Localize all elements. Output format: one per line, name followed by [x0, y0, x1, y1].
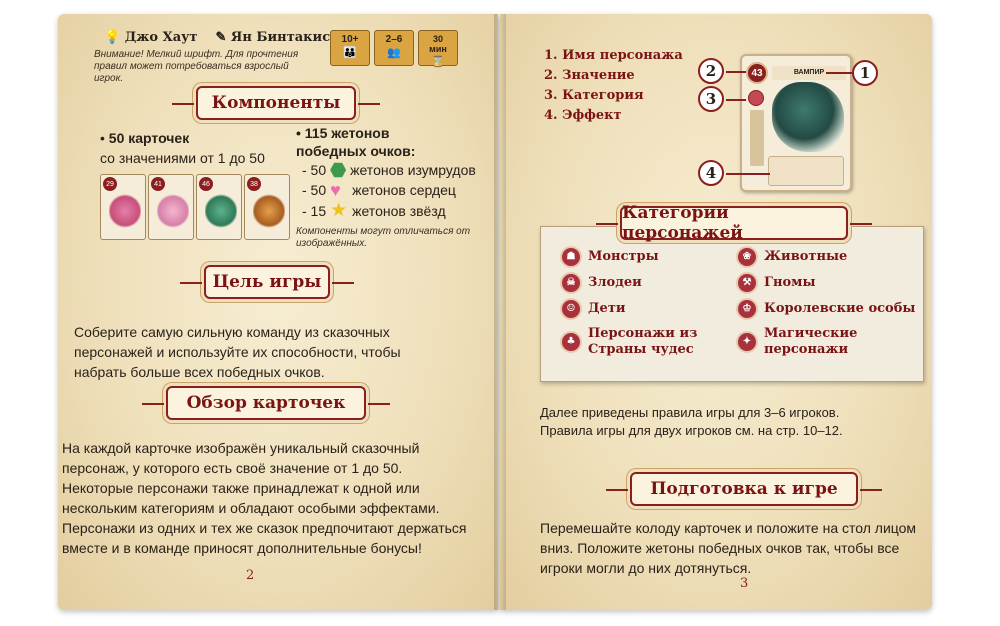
card-legend: 1. Имя персонажа 2. Значение 3. Категория 4. Эффект — [544, 48, 683, 123]
goal-heading: Цель игры — [204, 265, 330, 299]
callout-2: 2 — [698, 58, 724, 84]
components-note: Компоненты могут отличаться от изображённых. — [296, 226, 471, 249]
callout-1: 1 — [852, 60, 878, 86]
paw-icon: ❀ — [736, 246, 758, 268]
categories-heading: Категории персонажей — [620, 206, 848, 240]
star-icon: ★ — [330, 200, 348, 221]
goal-text: Соберите самую сильную команду из сказочных персонажей и используйте их способности, чтобы набрать больше всех победных очков. — [74, 324, 401, 380]
game-info-badges — [330, 30, 458, 66]
callout-line — [726, 99, 746, 101]
age-badge: 10+ 👪 — [330, 30, 370, 66]
callout-4: 4 — [698, 160, 724, 186]
category-icon — [748, 90, 764, 106]
token-row-star: - 15 ★ жетонов звёзд — [302, 200, 446, 221]
emerald-icon — [330, 162, 346, 178]
author-1: 💡 Джо Хаут — [104, 30, 198, 45]
example-card — [740, 54, 852, 192]
token-row-emerald: - 50 жетонов изумрудов — [302, 162, 476, 178]
card-image: 46 — [196, 174, 242, 240]
pickaxe-icon: ⚒ — [736, 272, 758, 294]
overview-heading: Обзор карточек — [166, 386, 366, 420]
time-badge: 30 мин ⌛ — [418, 30, 458, 66]
category-wonderland: ♣ Персонажи из Страны чудес — [560, 326, 710, 358]
page-number-left: 2 — [246, 568, 255, 583]
cards-illustration — [100, 174, 290, 240]
setup-text: Перемешайте колоду карточек и положите на стол лицом вниз. Положите жетоны победных очков так, чтобы все игроки могли до них дотянуться. — [540, 520, 917, 576]
category-children: ☺ Дети — [560, 298, 626, 320]
category-magical: ✦ Магические персонажи — [736, 326, 886, 358]
wand-icon: ✦ — [736, 331, 758, 353]
callout-line — [726, 173, 770, 175]
card-image: 41 — [148, 174, 194, 240]
category-gnomes: ⚒ Гномы — [736, 272, 816, 294]
card-image: 38 — [244, 174, 290, 240]
category-villains: ☠ Злодеи — [560, 272, 642, 294]
token-row-heart: - 50 ♥ жетонов сердец — [302, 180, 456, 200]
people-icon: 👪 — [343, 47, 357, 59]
book-spine — [494, 14, 506, 610]
author-2: ✎ Ян Бинтакис — [215, 30, 331, 45]
vampire-illustration — [772, 82, 844, 152]
players-badge: 2–6 👥 — [374, 30, 414, 66]
category-monsters: ☗ Монстры — [560, 246, 659, 268]
callout-line — [726, 71, 746, 73]
card-image: 29 — [100, 174, 146, 240]
small-print-note: Внимание! Мелкий шрифт. Для прочтения правил может потребоваться взрослый игрок. — [94, 49, 299, 84]
tokens-title: • 115 жетонов победных очков: — [296, 125, 416, 159]
crown-icon: ♔ — [736, 298, 758, 320]
cards-description: • 50 карточек со значениями от 1 до 50 — [100, 130, 265, 166]
card-strip — [750, 110, 764, 166]
wonderland-icon: ♣ — [560, 331, 582, 353]
card-value: 43 — [746, 62, 768, 84]
authors — [104, 30, 330, 45]
child-icon: ☺ — [560, 298, 582, 320]
callout-3: 3 — [698, 86, 724, 112]
monster-icon: ☗ — [560, 246, 582, 268]
category-animals: ❀ Животные — [736, 246, 847, 268]
rules-note: Далее приведены правила игры для 3–6 игроков. Правила игры для двух игроков см. на стр. 10–12. — [540, 405, 843, 438]
overview-text: На каждой карточке изображён уникальный сказочный персонаж, у которого есть своё значение от 1 до 50. Некоторые персонажи также принадлежат к одной или нескольким категориям и обладают особыми эффектами. Персонажи из одних и тех же сказок предпочитают держаться вместе и в команде приносят дополнительные бонусы! — [62, 440, 467, 556]
setup-heading: Подготовка к игре — [630, 472, 858, 506]
page-number-right: 3 — [740, 576, 749, 591]
players-icon: 👥 — [387, 47, 401, 59]
components-heading: Компоненты — [196, 86, 356, 120]
card-effect — [768, 156, 844, 186]
card-name: ВАМПИР — [772, 66, 846, 80]
villain-icon: ☠ — [560, 272, 582, 294]
callout-line — [826, 72, 852, 74]
hourglass-icon: ⌛ — [431, 56, 445, 68]
category-royals: ♔ Королевские особы — [736, 298, 915, 320]
heart-icon: ♥ — [330, 180, 341, 200]
